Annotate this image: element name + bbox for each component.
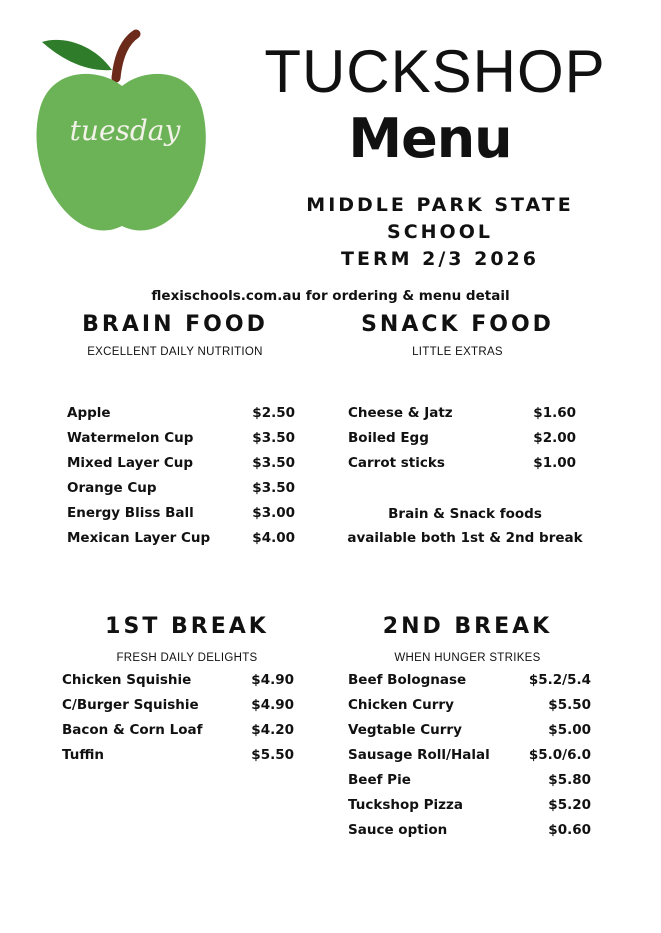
item-name: Cheese & Jatz	[348, 405, 453, 421]
item-price: $0.60	[548, 822, 591, 838]
school-name-line2: SCHOOL	[387, 221, 493, 243]
item-price: $5.00	[548, 722, 591, 738]
item-price: $5.20	[548, 797, 591, 813]
note-line2: available both 1st & 2nd break	[347, 530, 583, 546]
item-name: Orange Cup	[67, 480, 157, 496]
item-price: $5.2/5.4	[528, 672, 591, 688]
list-item	[62, 743, 294, 768]
item-price: $4.90	[251, 697, 294, 713]
title-menu: Menu	[348, 107, 512, 170]
brain-food-list	[67, 401, 295, 551]
item-price: $5.50	[548, 697, 591, 713]
list-item	[62, 693, 294, 718]
school-name-line1: MIDDLE PARK STATE	[306, 194, 574, 216]
list-item	[348, 426, 576, 451]
brain-food-subtitle: EXCELLENT DAILY NUTRITION	[87, 346, 263, 358]
list-item	[348, 693, 591, 718]
item-name: Bacon & Corn Loaf	[62, 722, 203, 738]
apple-label: tuesday	[69, 114, 181, 147]
list-item	[348, 718, 591, 743]
list-item	[348, 668, 591, 693]
list-item	[62, 718, 294, 743]
item-name: Mixed Layer Cup	[67, 455, 194, 471]
item-name: Energy Bliss Ball	[67, 505, 194, 521]
term-label: TERM 2/3 2026	[341, 248, 539, 270]
item-price: $3.50	[252, 480, 295, 496]
list-item	[348, 743, 591, 768]
website-note: flexischools.com.au for ordering & menu detail	[151, 288, 510, 304]
list-item	[67, 426, 295, 451]
list-item	[348, 768, 591, 793]
item-name: Tuckshop Pizza	[348, 797, 463, 813]
apple-stem	[116, 34, 136, 78]
item-name: Mexican Layer Cup	[67, 530, 211, 546]
list-item	[62, 668, 294, 693]
item-name: C/Burger Squishie	[62, 697, 199, 713]
item-price: $3.50	[252, 430, 295, 446]
first-break-list	[62, 668, 294, 768]
list-item	[348, 793, 591, 818]
item-name: Chicken Squishie	[62, 672, 192, 688]
list-item	[348, 451, 576, 476]
list-item	[67, 501, 295, 526]
item-name: Beef Bolognase	[348, 672, 467, 688]
item-name: Tuffin	[62, 747, 105, 763]
item-price: $1.60	[533, 405, 576, 421]
list-item	[348, 818, 591, 843]
list-item	[67, 401, 295, 426]
item-name: Carrot sticks	[348, 455, 445, 471]
second-break-title: 2ND BREAK	[382, 614, 553, 639]
first-break-subtitle: FRESH DAILY DELIGHTS	[116, 652, 258, 664]
item-price: $5.80	[548, 772, 591, 788]
item-price: $4.20	[251, 722, 294, 738]
apple-illustration	[30, 28, 215, 243]
item-price: $2.50	[252, 405, 295, 421]
list-item	[67, 476, 295, 501]
availability-note	[340, 502, 590, 550]
snack-food-title: SNACK FOOD	[361, 312, 554, 337]
first-break-title: 1ST BREAK	[105, 614, 269, 639]
apple-body	[36, 74, 205, 231]
item-name: Chicken Curry	[348, 697, 454, 713]
item-name: Sausage Roll/Halal	[348, 747, 490, 763]
item-price: $3.00	[252, 505, 295, 521]
item-name: Watermelon Cup	[67, 430, 194, 446]
item-price: $3.50	[252, 455, 295, 471]
item-price: $4.00	[252, 530, 295, 546]
list-item	[348, 401, 576, 426]
note-line1: Brain & Snack foods	[388, 506, 542, 522]
item-price: $1.00	[533, 455, 576, 471]
item-name: Vegtable Curry	[348, 722, 462, 738]
brain-food-title: BRAIN FOOD	[82, 312, 268, 337]
item-name: Sauce option	[348, 822, 448, 838]
item-name: Apple	[67, 405, 111, 421]
item-price: $4.90	[251, 672, 294, 688]
item-name: Beef Pie	[348, 772, 411, 788]
second-break-subtitle: WHEN HUNGER STRIKES	[394, 652, 541, 664]
item-price: $5.50	[251, 747, 294, 763]
list-item	[67, 451, 295, 476]
list-item	[67, 526, 295, 551]
apple-leaf	[42, 40, 112, 70]
item-price: $2.00	[533, 430, 576, 446]
item-price: $5.0/6.0	[528, 747, 591, 763]
snack-food-subtitle: LITTLE EXTRAS	[412, 346, 503, 358]
school-info	[290, 192, 590, 273]
item-name: Boiled Egg	[348, 430, 429, 446]
second-break-list	[348, 668, 591, 843]
title-tuckshop: TUCKSHOP	[264, 38, 606, 105]
snack-food-list	[348, 401, 576, 476]
